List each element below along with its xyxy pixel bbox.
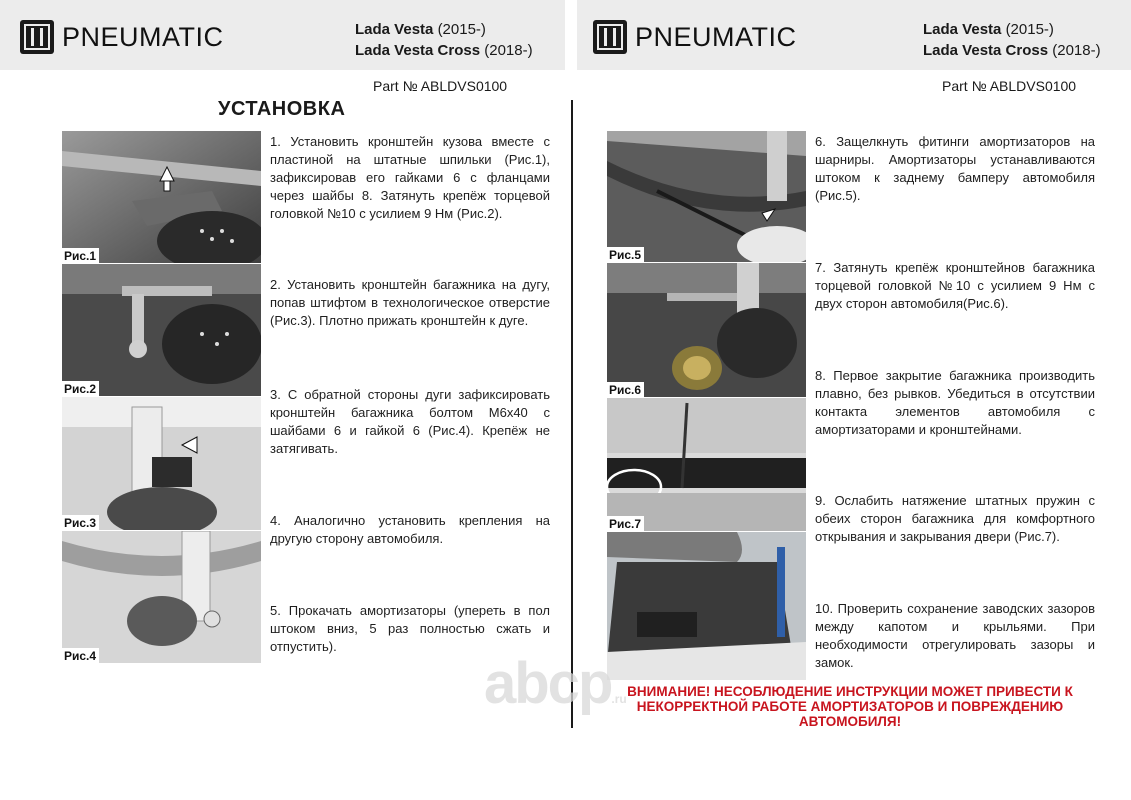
model-info-right: Lada Vesta (2015-) Lada Vesta Cross (2018-) <box>923 21 1101 59</box>
step-5: 5. Прокачать амортизаторы (упереть в пол штоком вниз, 5 раз полностью сжать и отпустить). <box>270 603 550 654</box>
photo-fig-4 <box>62 531 261 663</box>
pneumatic-logo-icon <box>593 20 627 54</box>
photo-fig-2 <box>62 264 261 396</box>
step-6: 6. Защелкнуть фитинги амортизаторов на шарниры. Амортизаторы устанавливаются штоком к заднему бамперу автомобиля (Рис.5). <box>815 134 1095 203</box>
step-3: 3. С обратной стороны дуги зафиксировать кронштейн багажника болтом М6х40 с шайбами 6 и гайкой 6 (Рис.4). Крепёж не затягивать. <box>270 387 550 456</box>
step-10: 10. Проверить сохранение заводских зазоров между капотом и крыльями. При необходимости отрегулировать зазоры и замок. <box>815 601 1095 670</box>
column-divider <box>571 100 573 728</box>
pneumatic-logo-icon <box>20 20 54 54</box>
model-info-left: Lada Vesta (2015-) Lada Vesta Cross (2018-) <box>355 21 533 59</box>
figure-label: Рис.3 <box>62 515 99 530</box>
photo-fig-5 <box>607 131 806 262</box>
brand-name: PNEUMATIC <box>62 21 224 52</box>
photo-fig-8 <box>607 532 806 680</box>
warning-notice: ВНИМАНИЕ! НЕСОБЛЮДЕНИЕ ИНСТРУКЦИИ МОЖЕТ ПРИВЕСТИ К НЕКОРРЕКТНОЙ РАБОТЕ АМОРТИЗАТОРОВ И ПОВРЕЖДЕНИЮ АВТОМОБИЛЯ! <box>627 684 1073 729</box>
step-4: 4. Аналогично установить крепления на другую сторону автомобиля. <box>270 513 550 546</box>
step-9: 9. Ослабить натяжение штатных пружин с обеих сторон багажника для комфортного открывания и закрывания двери (Рис.7). <box>815 493 1095 544</box>
step-1: 1. Установить кронштейн кузова вместе с пластиной на штатные шпильки (Рис.1), зафиксировав его гайками 6 с фланцами через шайбы 8. Затянуть крепёж торцевой головкой №10 с усилием 9 Нм (Рис.2). <box>270 134 550 221</box>
brand-name: PNEUMATIC <box>635 21 797 52</box>
part-number-left: Part № ABLDVS0100 <box>373 78 508 94</box>
figure-label: Рис.5 <box>607 247 644 262</box>
step-8: 8. Первое закрытие багажника производить плавно, без рывков. Убедиться в отсутствии контакта элементов автомобиля с амортизаторами и кронштейнами. <box>815 368 1095 437</box>
header-right <box>577 0 1131 70</box>
section-title: УСТАНОВКА <box>218 98 346 120</box>
photo-fig-3 <box>62 397 261 530</box>
figure-label: Рис.6 <box>607 382 644 397</box>
header-left <box>0 0 565 70</box>
brand-logo-left <box>20 20 224 54</box>
part-number-right: Part № ABLDVS0100 <box>942 78 1077 94</box>
figure-label: Рис.4 <box>62 648 99 663</box>
watermark: abcp.ru <box>484 651 627 716</box>
photo-fig-1 <box>62 131 261 263</box>
step-7: 7. Затянуть крепёж кронштейнов багажника торцевой головкой №10 с усилием 9 Нм с двух сторон автомобиля(Рис.6). <box>815 260 1095 311</box>
figure-label: Рис.2 <box>62 381 99 396</box>
step-2: 2. Установить кронштейн багажника на дугу, попав штифтом в технологическое отверстие (Рис.3). Плотно прижать кронштейн к дуге. <box>270 277 550 328</box>
figure-label: Рис.7 <box>607 516 644 531</box>
photo-fig-7 <box>607 398 806 531</box>
brand-logo-right <box>593 20 797 54</box>
photo-fig-6 <box>607 263 806 397</box>
figure-label: Рис.1 <box>62 248 99 263</box>
